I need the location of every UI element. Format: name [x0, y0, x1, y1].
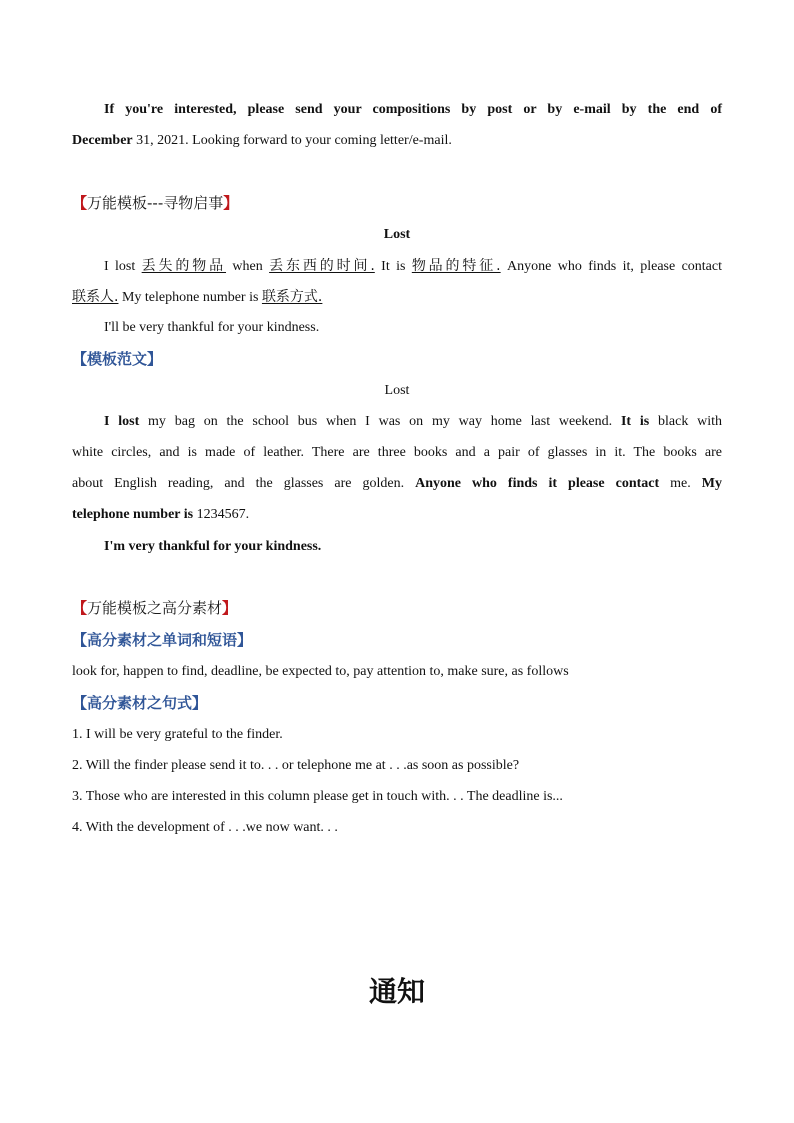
- intro-line-2-text: 31, 2021. Looking forward to your coming letter/e-mail.: [132, 133, 452, 148]
- sentence-item: [72, 818, 722, 838]
- bracket-close: 】: [222, 599, 238, 617]
- template-line-1: [72, 256, 722, 277]
- sample-bold: Anyone who finds it please contact: [415, 476, 660, 491]
- sample-title-text: Lost: [384, 383, 410, 398]
- sentence-item: [72, 756, 722, 776]
- placeholder-lost-time: 丢东西的时间.: [269, 258, 375, 274]
- material-heading-text: 万能模板之高分素材: [87, 599, 223, 617]
- sample-text: white circles, and is made of leather. There are three books and a pair of glasses in it. The books are: [72, 445, 722, 460]
- words-list-text: look for, happen to find, deadline, be expected to, pay attention to, make sure, as follows: [72, 664, 569, 679]
- bracket-open: 【: [72, 599, 88, 617]
- sentence-text: 2. Will the finder please send it to. . . or telephone me at . . .as soon as possible?: [72, 758, 520, 773]
- sample-text: about English reading, and the glasses are golden.: [72, 476, 416, 491]
- sentences-heading: [72, 693, 722, 713]
- sample-bold: It is: [620, 414, 650, 429]
- sentence-item: [72, 725, 722, 745]
- words-list: [72, 662, 722, 682]
- sample-bold: telephone number is: [72, 507, 194, 522]
- template-text: when: [226, 259, 270, 274]
- sentence-text: 4. With the development of . . .we now want. . .: [72, 820, 338, 835]
- sentence-item: [72, 787, 722, 807]
- sentence-text: 3. Those who are interested in this column please get in touch with. . . The deadline is...: [72, 789, 563, 804]
- template-heading-text: 万能模板---寻物启事: [87, 194, 224, 212]
- sample-line-2: [72, 443, 722, 463]
- sample-heading: [72, 349, 722, 369]
- bracket-open: 【: [72, 194, 88, 212]
- sample-text: black with: [649, 414, 722, 429]
- template-title: [72, 225, 722, 245]
- sample-title: [72, 381, 722, 401]
- intro-line-2: [72, 131, 722, 151]
- placeholder-contact-person: 联系人.: [72, 289, 119, 305]
- bracket-close: 】: [223, 194, 239, 212]
- placeholder-item-features: 物品的特征.: [411, 258, 501, 274]
- next-section-title: 通知: [368, 975, 425, 1008]
- intro-line-2-bold: December: [72, 133, 133, 148]
- sample-heading-text: 【模板范文】: [72, 350, 163, 368]
- sample-text: my bag on the school bus when I was on my way home last weekend.: [139, 414, 621, 429]
- words-heading: [72, 630, 722, 650]
- template-line-2: [72, 287, 722, 308]
- template-text: My telephone number is: [118, 290, 262, 305]
- sample-closing: I'm very thankful for your kindness.: [104, 539, 322, 554]
- sample-line-5: [72, 537, 722, 557]
- sample-line-1: [72, 412, 722, 432]
- sample-line-4: [72, 505, 722, 525]
- intro-line-1-text: If you're interested, please send your compositions by post or by e-mail by the end of: [104, 102, 722, 117]
- template-line-3: [72, 318, 722, 338]
- sample-text: me.: [659, 476, 702, 491]
- template-heading: [72, 193, 722, 213]
- sentences-heading-text: 【高分素材之句式】: [72, 694, 208, 712]
- template-title-text: Lost: [383, 227, 411, 242]
- material-heading: [72, 598, 722, 618]
- template-text: Anyone who finds it, please contact: [500, 259, 723, 274]
- template-text: I lost: [104, 259, 142, 274]
- template-closing: I'll be very thankful for your kindness.: [104, 320, 320, 335]
- placeholder-lost-item: 丢失的物品: [141, 258, 227, 274]
- intro-line-1: [72, 100, 722, 120]
- sample-text: 1234567.: [193, 507, 250, 522]
- words-heading-text: 【高分素材之单词和短语】: [72, 631, 253, 649]
- sentence-text: 1. I will be very grateful to the finder.: [72, 727, 283, 742]
- sample-bold: My: [701, 476, 722, 491]
- template-text: It is: [374, 259, 412, 274]
- sample-line-3: [72, 474, 722, 494]
- placeholder-contact-method: 联系方式.: [261, 289, 323, 305]
- sample-bold: I lost: [104, 414, 140, 429]
